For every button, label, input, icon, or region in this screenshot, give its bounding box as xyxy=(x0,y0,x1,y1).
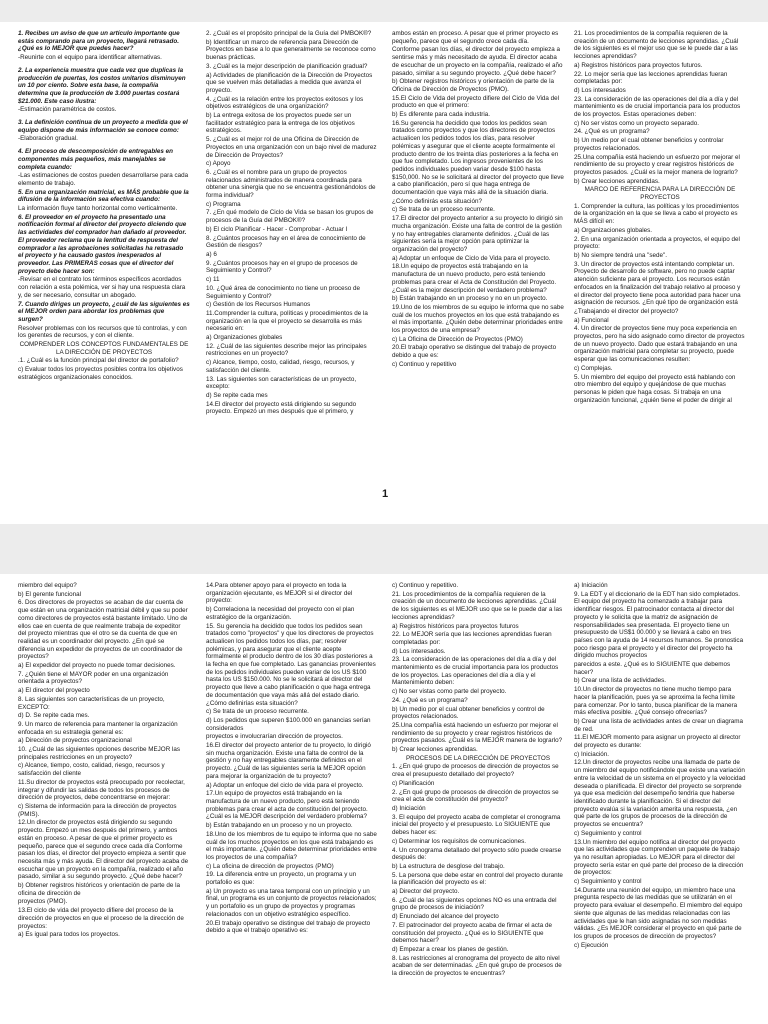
paragraph: c) Se trata de un proceso recurrente. xyxy=(392,206,495,214)
paragraph: 3. ¿Cuál es la mejor descripción de planificación gradual? xyxy=(206,62,368,70)
paragraph: 5. ¿Cuál es el mejor rol de una Oficina de Dirección de Proyectos en una organización con un bajo nivel de madurez de Dirección de Proyectos? xyxy=(206,136,377,159)
section-heading: COMPRENDER LOS CONCEPTOS FUNDAMENTALES DE LA DIRECCIÓN DE PROYECTOS xyxy=(19,341,189,356)
paragraph: ¿Trabajando el director del proyecto? xyxy=(574,307,679,315)
paragraph: 3. Un director de proyectos está intentando completar un. Proyecto de desarrollo de software, pero no puede captar atención suficiente para el proyecto. Los recursos están enfocados en la finalización del trabajo relativo al proceso y el director del proyecto tiene poca autoridad para hacer una asignación de recursos. ¿En qué tipo de organización está xyxy=(574,260,741,307)
paragraph: 23. La consideración de las operaciones del día a día y del mantenimiento es de crucial importancia para los productos de los proyectos. Las operaciones del día a día y el Mantenimiento deben: xyxy=(392,656,559,687)
paragraph: 21. Los procedimientos de la compañía requieren de la creación de un documento de lecciones aprendidas. ¿Cuál de los siguientes es el mejor uso que se le puede dar a las lecciones aprendidas? xyxy=(574,30,739,61)
paragraph: d) D. Se repite cada mes. xyxy=(18,712,90,720)
paragraph: a) Director del proyecto. xyxy=(392,888,460,896)
paragraph: a) Iniciación xyxy=(574,582,608,589)
paragraph: c) La Oficina de Dirección de Proyectos (PMO) xyxy=(392,335,523,343)
paragraph: 18.Uno de los miembros de tu equipo te informa que no sabe cuál de los muchos proyectos en los que está trabajando es el más importante. ¿Quién debe determinar prioridades entre los proyectos de una compañía? xyxy=(206,830,377,861)
paragraph: 1. Comprender la cultura, las políticas y los procedimientos de la organización en la que se lleva a cabo el proyecto es MÁS difícil en: xyxy=(574,202,739,226)
page-number: 1 xyxy=(382,488,389,500)
section-heading: MARCO DE REFERENCIA PARA LA DIRECCIÓN DE PROYECTOS xyxy=(584,186,736,202)
page1-column-2 xyxy=(206,30,378,510)
paragraph: d) Los pedidos que superen $100.000 en ganancias serían considerados xyxy=(206,716,371,732)
page2-column-2 xyxy=(206,582,378,1024)
paragraph: 10. ¿Cuál de las siguientes opciones describe MEJOR las principales restricciones en un proyecto? xyxy=(18,746,181,761)
paragraph: 8. Las siguientes son características de un proyecto, EXCEPTO: xyxy=(18,695,165,711)
paragraph: c) Determinar los requisitos de comunicaciones. xyxy=(392,837,527,845)
paragraph: miembro del equipo? xyxy=(18,582,77,589)
paragraph: b) Crear una lista de actividades antes de crear un diagrama de red. xyxy=(574,717,744,733)
paragraph: 21. Los procedimientos de la compañía requieren de la creación de un documento de lecciones aprendidas. ¿Cuál de los siguientes es el MEJOR uso que se le puede dar a las lecciones aprendidas? xyxy=(392,590,563,621)
paragraph: 15.El Ciclo de Vida del proyecto difiere del Ciclo de Vida del producto en que el primero: xyxy=(392,94,560,110)
paragraph: a) 6 xyxy=(206,250,217,258)
paragraph: a) Dirección de proyectos organizacional xyxy=(18,737,132,745)
paragraph: parecidos a este. ¿Qué es lo SIGUIENTE que debemos hacer? xyxy=(574,661,731,676)
paragraph: 9. Un marco de referencia para mantener la organización enfocada en su estrategia general es: xyxy=(18,720,178,736)
paragraph: b) Están trabajando en un proceso y no en un proyecto. xyxy=(392,295,548,303)
paragraph: c) La oficina de dirección de proyectos (PMO) xyxy=(206,862,334,870)
paragraph: c) 11 xyxy=(206,276,220,284)
page1-column-1 xyxy=(18,30,190,510)
paragraph: 8. Las restricciones al cronograma del proyecto de alto nivel acaban de ser determinadas. ¿En qué grupo de procesos de la dirección de proyectos te encuentras? xyxy=(392,954,562,978)
paragraph: 24. ¿Qué es un programa? xyxy=(574,128,650,136)
paragraph: b) Identificar un marco de referencia para Dirección de Proyectos en base a lo que generalmente se reconoce como buenas prácticas. xyxy=(206,38,376,62)
paragraph: 9. La EDT y el diccionario de la EDT han sido completados. El equipo del proyecto ha comenzado a trabajar para identificar riesgos. El patrocinador contacta al director del proyecto y le solicita que la matriz de asignación de responsabilidades sea presentada. El proyecto tiene un presupuesto de US$1 00.000 y se llevará a cabo en tres países con la ayuda de 14 recursos humanos. Se pronostica poco riesgo para el proyecto y el director del proyecto ha dirigido muchos proyectos xyxy=(574,590,744,660)
paragraph: c) Seguimiento y control xyxy=(574,829,642,837)
paragraph: a) El director del proyecto xyxy=(18,687,90,695)
paragraph: c) Ejecución xyxy=(574,941,609,949)
paragraph: c) No ser vistas como parte del proyecto. xyxy=(392,688,507,696)
paragraph: 14.Durante una reunión del equipo, un miembro hace una pregunta respecto de las medidas que se utilizarán en el proyecto para evaluar el desempeño. El miembro del equipo siente que algunas de las medidas relacionadas con las actividades que le han sido asignadas no son medidas válidas. ¿Es MEJOR considerar el proyecto en qué parte de los grupos de procesos de dirección de proyectos? xyxy=(574,886,743,940)
paragraph: a) Un proyecto es una tarea temporal con un principio y un final, un programa es un conjunto de proyectos relacionados; y un portafolio es un grupo de proyectos y programas relacionados con un objetivo estratégico específico. xyxy=(206,887,377,918)
section-heading: PROCESOS DE LA DIRECCIÓN DE PROYECTOS xyxy=(405,754,551,762)
paragraph: 14.Para obtener apoyo para el proyecto en toda la organización ejecutante, es MEJOR si el director del proyecto: xyxy=(206,582,353,605)
paragraph: d) Empezar a crear los planes de gestión. xyxy=(392,945,509,953)
paragraph: 11.Comprender la cultura, políticas y procedimientos de la organización en la que el proyecto se desarrolla es más necesario en: xyxy=(206,309,368,333)
paragraph: 16.El director del proyecto anterior de tu proyecto, lo dirigió sin mucha organización. Existe una falta de control de la gestión y no hay entregables claramente definidos en el proyecto. ¿Cuál de las siguientes sería la MEJOR opción para mejorar la organización de tu proyecto? xyxy=(206,742,371,780)
paragraph: 17.El director del proyecto anterior a su proyecto lo dirigió sin mucha organización. Existe una falta de control de la gestión y no hay entregables claramente definidos. ¿Cuál de las siguientes sería la mejor opción para optimizar la organización del proyecto? xyxy=(392,215,563,253)
paragraph: 11.Su director de proyectos está preocupado por recolectar, integrar y difundir las salidas de todos los procesos de dirección de proyectos, debe concentrarse en mejorar: xyxy=(18,778,185,802)
paragraph: 16.Su gerencia ha decidido que todos los pedidos sean tratados como proyectos y que los directores de proyectos actualicen los pedidos todos los días, para resolver polémicas y asegurar que el cliente acepte formalmente el producto dentro de los treinta días posteriores a la fecha en que fue completado. Los ingresos provenientes de los pedidos individuales pueden variar desde $100 hasta $150,000. No se le solicitará al director del proyecto que lleve a cabo planificación, pero sí que haga entrega de documentación que vaya más allá de la situación diaria. xyxy=(392,119,564,197)
paragraph: 5. Un miembro del equipo del proyecto está hablando con otro miembro del equipo y quejándose de que muchas personas le piden que haga cosas. Si trabaja en una organización funcional, ¿quién tiene el poder de dirigir al xyxy=(574,373,736,404)
paragraph: c) Apoyo xyxy=(206,160,231,168)
page1-column-3 xyxy=(392,30,564,510)
paragraph: -Las estimaciones de costos pueden desarrollarse para cada elemento de trabajo. xyxy=(18,172,189,187)
paragraph: b) Obtener registros históricos y orientación de parte de la Oficina de Dirección de Proyectos (PMO). xyxy=(392,78,555,93)
paragraph: La información fluye tanto horizontal como verticalmente. xyxy=(18,205,178,213)
paragraph: Conforme pasan los días, el director del proyecto empieza a sentirse más y más necesitado de ayuda. El director acaba de escuchar de un proyecto en la compañía, realizado el año pasado, similar a su segundo proyecto. ¿Qué debe hacer? xyxy=(392,46,563,77)
paragraph: proyectos e involucrarían dirección de proyectos. xyxy=(206,733,343,741)
paragraph: 7. ¿Quién tiene el MAYOR poder en una organización orientada a proyectos? xyxy=(18,670,169,686)
question-text: 4. El proceso de descomposición de entregables en componentes más pequeños, más manejables se completa cuando: xyxy=(18,148,174,171)
paragraph: 13.Un miembro del equipo notifica al director del proyecto que las actividades que comprenden un paquete de trabajo ya no resultan apropiadas. Lo MEJOR para el director del proyecto sería estar en qué parte del proceso de la dirección de proyectos: xyxy=(574,838,744,877)
question-text: 5. En una organización matricial, es MÁS probable que la difusión de la información sea efectiva cuando: xyxy=(18,188,189,204)
page2-column-4 xyxy=(574,582,746,1024)
paragraph: a) Adoptar un enfoque de Ciclo de Vida para el proyecto. xyxy=(392,254,551,262)
paragraph: d) Se repite cada mes xyxy=(206,391,268,399)
paragraph: 13.El ciclo de vida del proyecto difiere del proceso de la dirección de proyectos en que el proceso de la dirección de proyectos: xyxy=(18,907,184,930)
paragraph: 4. Un director de proyectos tiene muy poca experiencia en proyectos, pero ha sido asignado como director de proyectos de un nuevo proyecto. Dado que estará trabajando en una organización matricial para completar su proyecto, puede esperar que las comunicaciones resulten: xyxy=(574,325,745,364)
paragraph: 18.Un equipo de proyectos está trabajando en la manufactura de un nuevo producto, pero está teniendo problemas para crear el Acta de Constitución del Proyecto. ¿Cuál es la mejor descripción del verdadero problema? xyxy=(392,263,557,294)
paragraph: 19. La diferencia entre un proyecto, un programa y un portafolio es que: xyxy=(206,871,357,887)
question-text: 1. Recibes un aviso de que un artículo importante que estás comprando para un proyecto, llegará retrasado. ¿Qué es lo MEJOR que puedes hacer? xyxy=(18,30,180,53)
paragraph: -Reunirte con el equipo para identificar alternativas. xyxy=(18,54,162,62)
paragraph: 5. La persona que debe estar en control del proyecto durante la planificación del proyecto es el: xyxy=(392,871,563,887)
paragraph: 22. Lo MEJOR sería que las lecciones aprendidas fueran completadas por: xyxy=(392,631,552,646)
paragraph: d) Enunciado del alcance del proyecto xyxy=(392,913,499,921)
paragraph: 25.Una compañía está haciendo un esfuerzo por mejorar el rendimiento de su proyecto y crear registros históricos de proyectos pasados. ¿Cuál es la MEJOR manera de lograrlo? xyxy=(392,721,563,745)
paragraph: b) Un medio por el cual obtener beneficios y controlar proyectos relacionados. xyxy=(574,137,724,152)
paragraph: c) Seguimiento y control xyxy=(574,878,642,886)
paragraph: a) Funcional xyxy=(574,316,609,324)
paragraph: 6. ¿Cuál de las siguientes opciones NO es una entrada del grupo de procesos de iniciación? xyxy=(392,896,557,912)
paragraph: c) Complejas. xyxy=(574,364,613,372)
paragraph: ¿Cómo definirás esta situación? xyxy=(392,197,482,205)
paragraph: b) El gerente funcional xyxy=(18,590,82,598)
paragraph: b) El ciclo Planificar - Hacer - Comprobar - Actuar I xyxy=(206,225,348,233)
paragraph: b) Crear lecciones aprendidas. xyxy=(574,177,660,185)
paragraph: c) No ser vistos como un proyecto separado. xyxy=(574,119,699,127)
paragraph: c) Gestión de los Recursos Humanos xyxy=(206,301,311,309)
paragraph: a) Actividades de planificación de la Dirección de Proyectos que se vuelven más detalladas a medida que avanza el proyecto. xyxy=(206,71,373,94)
paragraph: 7. El patrocinador del proyecto acaba de firmar el acta de constitución del proyecto. ¿Qué es lo SIGUIENTE que debemos hacer? xyxy=(392,921,552,945)
paragraph: b) Es diferente para cada industria. xyxy=(392,111,491,119)
paragraph: 3. El equipo del proyecto acaba de completar el cronograma inicial del proyecto y el presupuesto. Lo SIGUIENTE que debes hacer es: xyxy=(392,813,561,837)
page1-column-4 xyxy=(574,30,746,510)
paragraph: a) Adoptar un enfoque del ciclo de vida para el proyecto. xyxy=(206,781,364,789)
page2-column-1 xyxy=(18,582,190,1024)
paragraph: 6. Dos directores de proyectos se acaban de dar cuenta de que están en una organización matricial débil y que su poder como directores de proyectos está bastante limitado. Uno de ellos cae en cuenta de que realmente trabaja de expeditor del proyecto mientras que el otro se da cuenta de que en realidad es un coordinador del proyecto. ¿En qué se diferencia un expedidor de proyectos de un coordinador de proyectos? xyxy=(18,599,188,661)
question-text: 2. La experiencia muestra que cada vez que duplicas la producción de puertas, los costos unitarios disminuyen un 10 por ciento. Sobre esta base, la compañía determina que la producción de 3.000 puertas costará $21.000. Este caso ilustra: xyxy=(18,66,186,105)
paragraph: d) Los interesados xyxy=(574,86,626,94)
paragraph: b) Correlaciona la necesidad del proyecto con el plan estratégico de la organización. xyxy=(206,606,355,621)
paragraph: 20.El trabajo operativo se distingue del trabajo de proyecto debido a que es: xyxy=(392,344,557,360)
paragraph: c) Planificación xyxy=(392,779,435,787)
paragraph: c) Se trata de un proceso recurrente. xyxy=(206,708,309,716)
paragraph: 9. ¿Cuántos procesos hay en el grupo de procesos de Seguimiento y Control? xyxy=(206,259,358,275)
paragraph: a) Registros históricos para proyectos futuros xyxy=(392,622,519,630)
paragraph: 22. Lo mejor sería que las lecciones aprendidas fueran completadas por: xyxy=(574,70,728,86)
paragraph: c) Continuo y repetitivo. xyxy=(392,582,459,589)
paragraph: Resolver problemas con los recursos que tú controlas, y con los gerentes de recursos, y con el cliente. xyxy=(18,324,187,340)
document-page-1 xyxy=(0,22,768,524)
paragraph: 10. ¿Qué área de conocimiento no tiene un proceso de Seguimiento y Control? xyxy=(206,284,361,300)
paragraph: 2. ¿Cuál es el propósito principal de la Guía del PMBOK®? xyxy=(206,30,372,37)
paragraph: 2. En una organización orientada a proyectos, el equipo del proyecto: xyxy=(574,235,740,251)
paragraph: 4. Un cronograma detallado del proyecto sólo puede crearse después de: xyxy=(392,846,562,862)
paragraph: a) El expedidor del proyecto no puede tomar decisiones. xyxy=(18,662,176,670)
page2-column-3 xyxy=(392,582,564,1024)
paragraph: d) Iniciación xyxy=(392,804,426,812)
paragraph: d) Los interesados. xyxy=(392,647,446,655)
question-text: 6. El proveedor en el proyecto ha presentado una notificación formal al director del proyecto diciendo que las actividades del comprador han dañado al proveedor. El proveedor reclama que la lentitud de respuesta del comprador a las aprobaciones solicitadas ha retrasado el proyecto y ha causado gastos inesperados al proveedor. Las PRIMERAS cosas que el director del proyecto debe hacer son: xyxy=(18,213,187,275)
paragraph: a) Registros históricos para proyectos futuros. xyxy=(574,61,703,69)
paragraph: c) Alcance, tiempo, costo, calidad, riesgo, recursos, y satisfacción del cliente. xyxy=(206,359,355,374)
paragraph: a) Es igual para todos los proyectos. xyxy=(18,931,120,939)
paragraph: -Estimación paramétrica de costos. xyxy=(18,106,117,114)
paragraph: 12.Un director de proyectos recibe una llamada de parte de un miembro del equipo notificándole que existe una variación entre la velocidad de un sistema en el proyecto y la velocidad deseada o planificada. El director del proyecto se sorprende ya que esa medición del desempeño tendría que haberse identificado durante la planificación. Si el director del proyecto evalúa si la variación amerita una respuesta, ¿en qué parte de los grupos de procesos de la dirección de proyectos se encuentra? xyxy=(574,759,746,829)
paragraph: 11.El MEJOR momento para asignar un proyecto al director del proyecto es durante: xyxy=(574,734,741,750)
paragraph: b) Obtener registros históricos y orientación de parte de la oficina de dirección de xyxy=(18,882,181,897)
paragraph: 8. ¿Cuántos procesos hay en el área de conocimiento de Gestión de riesgos? xyxy=(206,234,366,250)
paragraph: 12. ¿Cuál de las siguientes describe mejor las principales restricciones en un proyecto? xyxy=(206,342,367,358)
paragraph: -Revisar en el contrato los términos específicos acordados con relación a esta polémica, ver si hay una respuesta clara y, de ser necesario, consultar un abogado. xyxy=(18,276,186,299)
paragraph: 6. ¿Cuál es el nombre para un grupo de proyectos relacionados administrados de manera coordinada para obtener una sinergia que no se encuentra gestionándolos de forma individual? xyxy=(206,168,376,200)
paragraph: 25.Una compañía está haciendo un esfuerzo por mejorar el rendimiento de su proyecto y crear registros históricos de proyectos pasados. ¿Cuál es la mejor manera de lograrlo? xyxy=(574,153,740,176)
paragraph: b) No siempre tendrá una "sede". xyxy=(574,251,668,259)
paragraph: b) La estructura de desglose del trabajo. xyxy=(392,862,505,870)
paragraph: .1. ¿Cuál es la función principal del director de portafolio? xyxy=(18,357,179,365)
paragraph: 2. ¿En qué grupo de procesos de dirección de proyectos se crea el acta de constitución del proyecto? xyxy=(392,788,559,804)
paragraph: a) Organizaciones globales xyxy=(206,334,283,342)
paragraph: proyectos (PMO). xyxy=(18,898,68,906)
paragraph: ambos están en proceso. A pesar que el primer proyecto es pequeño, parece que el segundo crece cada día. xyxy=(392,30,559,45)
paragraph: b) Crear una lista de actividades. xyxy=(574,677,667,685)
paragraph: c) Sistema de información para la dirección de proyectos (PMIS). xyxy=(18,802,177,818)
paragraph: 15. Su gerencia ha decidido que todos los pedidos sean tratados como "proyectos" y que los directores de proyectos actualicen los pedidos todos los días, par; resolver polémicas, y para asegurar que el cliente acepte formalmente el producto dentro de los 30 días posteriores a la fecha en que fue completado. Las ganancias provenientes de los pedidos individuales pueden variar de los US $100 hasta los US $150.000. No se le solicitará al director del proyecto que lleve a cabo planificación o que haga entrega de documentación que vaya más allá del estado diario. ¿Cómo definirías esta situación? xyxy=(206,622,376,707)
paragraph: 23. La consideración de las operaciones del día a día y del mantenimiento es de crucial importancia para los productos de los proyectos. Estas operaciones deben: xyxy=(574,95,741,119)
paragraph: c) Programa xyxy=(206,200,241,208)
paragraph: 10.Un director de proyectos no tiene mucho tiempo para hacer la planificación, pues ya se aproxima la fecha límite para comenzar. Por lo tanto, busca planificar de la manera más efectiva posible. ¿Qué consejo ofrecerías? xyxy=(574,686,738,717)
paragraph: 24. ¿Qué es un programa? xyxy=(392,696,468,704)
paragraph: c) Iniciación. xyxy=(574,750,609,758)
paragraph: -Elaboración gradual. xyxy=(18,135,78,143)
paragraph: 12.Un director de proyectos está dirigiendo su segundo proyecto. Empezó un mes después del primero, y ambos están en proceso. A pesar de que el primer proyecto es pequeño, parece que el segundo crece cada día Conforme pasan los días, el director del proyecto empieza a sentir que necesita más y más ayuda. El director del proyecto acaba de escuchar que un proyecto en la compañía, realizado el año pasado, similar a su segundo proyecto. ¿Qué debe hacer? xyxy=(18,819,189,881)
paragraph: b) Crear lecciones aprendidas. xyxy=(392,746,478,754)
paragraph: 7. ¿En qué modelo de Ciclo de Vida se basan los grupos de procesos de la Guía del PMBOK®? xyxy=(206,209,374,225)
paragraph: b) La entrega exitosa de los proyectos puede ser un facilitador estratégico para la entrega de los objetivos estratégicos. xyxy=(206,112,355,135)
paragraph: 14.El director del proyecto está dirigiendo su segundo proyecto. Empezó un mes después que el primero, y xyxy=(206,400,357,416)
paragraph: 13. Las siguientes son características de un proyecto, excepto: xyxy=(206,375,357,391)
paragraph: 1. ¿En qué grupo de procesos de dirección de proyectos se crea el presupuesto detallado del proyecto? xyxy=(392,763,559,779)
paragraph: b) Están trabajando en un proceso y no un proyecto. xyxy=(206,822,353,830)
paragraph: c) Alcance, tiempo, costo, calidad, riesgo, recursos y satisfacción del cliente xyxy=(18,762,165,778)
paragraph: 20.El trabajo operativo se distingue del trabajo de proyecto debido a que el trabajo operativo es: xyxy=(206,919,371,935)
question-text: 7. Cuando diriges un proyecto, ¿cuál de las siguientes es el MEJOR orden para abordar los problemas que surgen? xyxy=(18,300,190,323)
paragraph: 17.Un equipo de proyectos está trabajando en la manufactura de un nuevo producto, pero está teniendo problemas para crear el acta de constitución del proyecto. ¿Cuál es la MEJOR descripción del verdadero problema? xyxy=(206,790,368,821)
paragraph: c) Continuo y repetitivo xyxy=(392,360,457,368)
paragraph: 19.Uno de los miembros de su equipo le informa que no sabe cuál de los muchos proyectos en los que está trabajando es el más importante. ¿Quién debe determinar prioridades entre los proyectos de una empresa? xyxy=(392,303,564,335)
question-text: 3. La definición continua de un proyecto a medida que el equipo dispone de más información se conoce como: xyxy=(18,119,188,134)
paragraph: b) Un medio por el cual obtener beneficios y control de proyectos relacionados. xyxy=(392,705,545,721)
document-page-2 xyxy=(0,574,768,1024)
paragraph: a) Organizaciones globales. xyxy=(574,226,653,234)
paragraph: 4. ¿Cuál es la relación entre los proyectos exitosos y los objetivos estratégicos de una organización? xyxy=(206,95,364,111)
paragraph: c) Evaluar todos los proyectos posibles contra los objetivos estratégicos organizacionales conocidos. xyxy=(18,366,183,381)
